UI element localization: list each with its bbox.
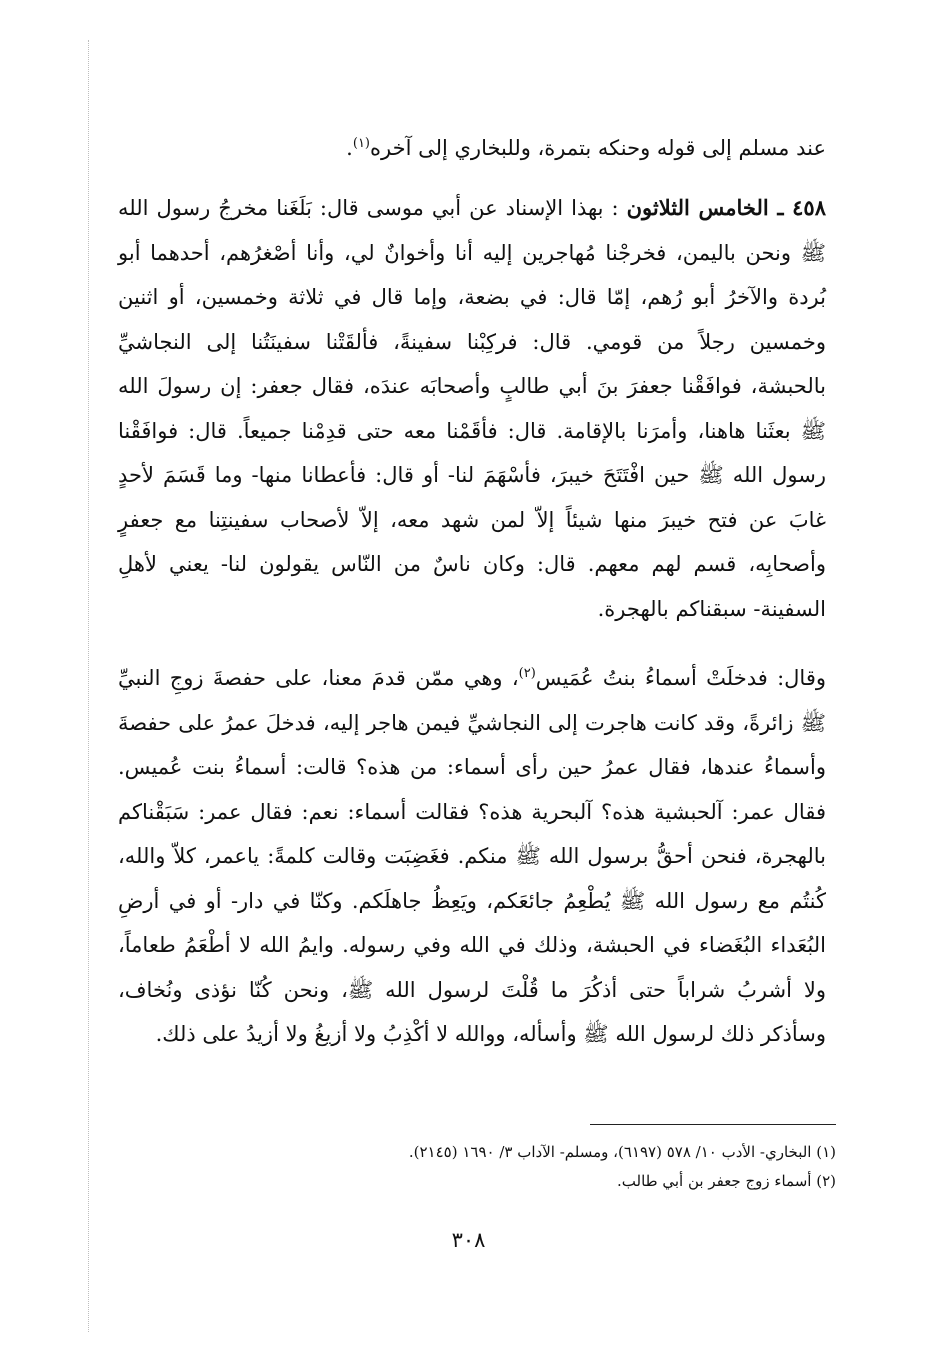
asma-text-rest: ، وهي ممّن قدمَ معنا، على حفصةَ زوجِ النبيِّ ﷺ زائرةً، وقد كانت هاجرت إلى النجاشيِّ فيمن هاجر إليه، فدخلَ عمرُ على حفصةَ وأسماءُ عندها، فقال عمرُ حين رأى أسماء: من هذه؟ قالت: أسماءُ بنت عُميس. فقال عمر: آلحبشية هذه؟ آلبحرية هذه؟ فقالت أسماء: نعم: فقال عمر: سَبَقْناكم بالهجرة، فنحن أحقُّ برسول الله ﷺ منكم. فغَضِبَت وقالت كلمةً: ياعمر، كلاّ والله، كُنتُم مع رسول الله ﷺ يُطْعِمُ جائعَكم، ويَعِظُ جاهلَكم. وكنّا في دار- أو في أرضِ البُعَداء البُغَضاء في الحبشة، وذلك في الله وفي رسوله. وايمُ الله لا أطْعَمُ طعاماً، ولا أشربُ شراباً حتى أذكُرَ ما قُلْتَ لرسول الله ﷺ، ونحن كُنّا نؤذى ونُخاف، وسأذكر ذلك لرسول الله ﷺ وأسأله، ووالله لا أكْذِبُ ولا أزيغُ ولا أزيدُ على ذلك. [118,666,826,1046]
hadith-heading: ٤٥٨ ـ الخامس الثلاثون [626,195,826,220]
asma-text-start: وقال: فدخلَتْ أسماءُ بنتُ عُمَيس [535,666,827,690]
page-margin-guide [88,40,89,1332]
footnote-2: (٢) أسماء زوج جعفر بن أبي طالب. [617,1172,836,1190]
asma-paragraph [118,652,826,1057]
intro-text: عند مسلم إلى قوله وحنكه بتمرة، وللبخاري إلى آخره [370,136,826,160]
footnotes [118,1138,836,1196]
page-number: ٣٠٨ [451,1228,486,1252]
hadith-paragraph-458 [118,186,826,631]
intro-line [118,122,826,170]
asma-footnote-ref: (٢) [518,666,536,681]
intro-footnote-ref: (١) [352,136,370,151]
hadith-text: : بهذا الإسناد عن أبي موسى قال: بَلَغَنا مخرجُ رسول الله ﷺ ونحن باليمن، فخرجْنا مُهاجرين إليه أنا وأخوانٌ لي، وأنا أصْغرُهم، أحدهما أبو بُردة والآخرُ أبو رُهم، إمّا قال: في بضعة، وإما قال في ثلاثة وخمسين، أو اثنين وخمسين رجلاً من قومي. قال: فركِبْنا سفينةً، فألقَتْنا سفينَتُنا إلى النجاشيِّ بالحبشة، فوافَقْنا جعفرَ بنَ أبي طالبٍ وأصحابَه عندَه، فقال جعفر: إن رسولَ الله ﷺ بعثَنا هاهنا، وأمرَنا بالإقامة. قال: فأقَمْنا معه حتى قدِمْنا جميعاً. قال: فوافَقْنا رسول الله ﷺ حين افْتَتَحَ خيبرَ، فأسْهَمَ لنا- أو قال: فأعطانا منها- وما قَسَمَ لأحدٍ غابَ عن فتح خيبرَ منها شيئاً إلاّ لمن شهد معه، إلاّ لأصحاب سفينتِنا مع جعفرٍ وأصحابِه، قسم لهم معهم. قال: وكان ناسٌ من النّاس يقولون لنا- يعني لأهلِ السفينة- سبقناكم بالهجرة. [118,196,826,621]
footnote-divider [590,1124,836,1125]
intro-end: . [346,136,353,160]
footnote-1: (١) البخاري- الأدب ١٠/ ٥٧٨ (٦١٩٧)، ومسلم- الآداب ٣/ ١٦٩٠ (٢١٤٥). [408,1143,836,1161]
